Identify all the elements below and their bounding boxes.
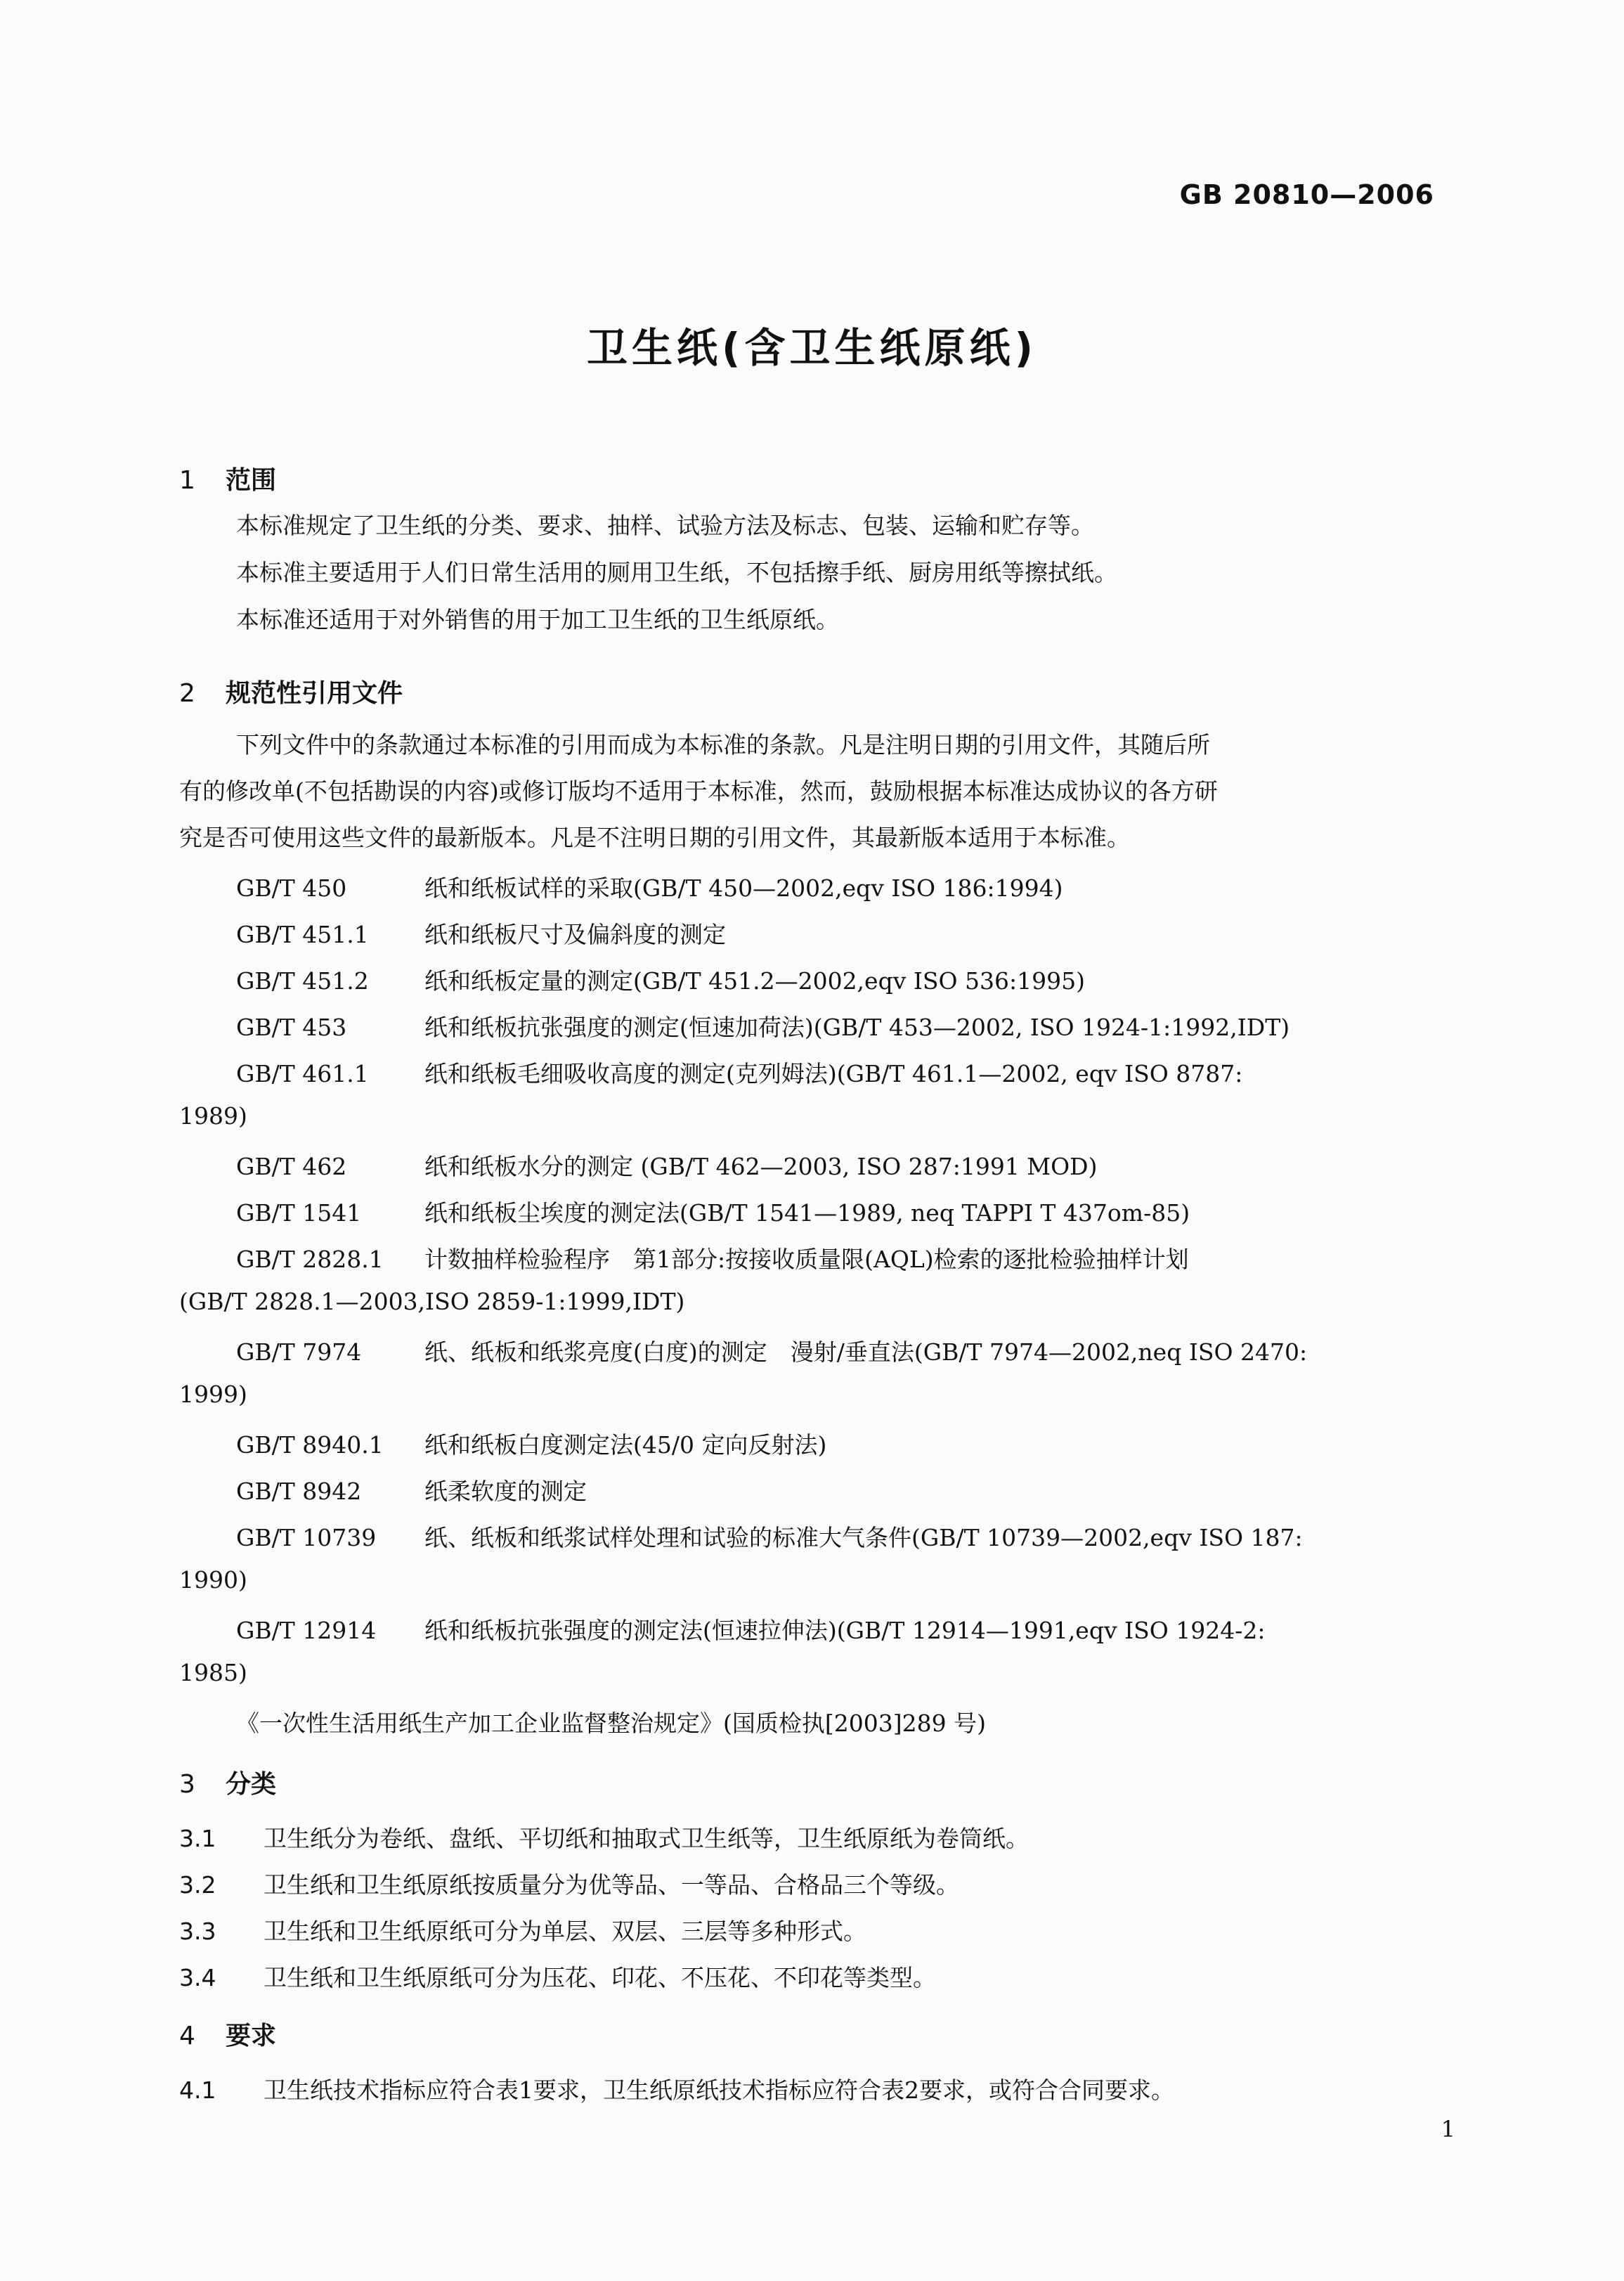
reference-code: GB/T 461.1: [236, 1060, 369, 1087]
reference-code: GB/T 462: [236, 1153, 347, 1180]
section-number: 4: [179, 2022, 195, 2050]
section-number: 3: [179, 1770, 195, 1799]
paragraph-line: 究是否可使用这些文件的最新版本。凡是不注明日期的引用文件，其最新版本适用于本标准。: [179, 824, 1130, 851]
reference-title: 纸和纸板水分的测定 (GB/T 462—2003, ISO 287:1991 MOD): [424, 1153, 1098, 1180]
reference-title: 计数抽样检验程序 第1部分:按接收质量限(AQL)检索的逐批检验抽样计划: [424, 1246, 1189, 1273]
reference-continuation: 1990): [179, 1566, 247, 1594]
clause: [179, 1821, 1029, 1854]
section-title: 分类: [226, 1770, 277, 1799]
clause: [179, 1960, 936, 1993]
reference-continuation: 1985): [179, 1659, 247, 1686]
reference-code: GB/T 8940.1: [236, 1431, 384, 1459]
reference-code: GB/T 451.1: [236, 921, 369, 948]
reference-title: 纸和纸板定量的测定(GB/T 451.2—2002,eqv ISO 536:1995): [424, 967, 1085, 995]
reference-continuation: 1989): [179, 1102, 247, 1130]
reference-title: 纸和纸板抗张强度的测定(恒速加荷法)(GB/T 453—2002, ISO 1924-1:1992,IDT): [424, 1014, 1290, 1041]
section-2-heading: [179, 673, 403, 709]
paragraph: 本标准主要适用于人们日常生活用的厕用卫生纸，不包括擦手纸、厨房用纸等擦拭纸。: [236, 559, 1117, 586]
document-title: 卫生纸(含卫生纸原纸): [586, 324, 1038, 372]
reference-item: [236, 1009, 1290, 1042]
reference-item: [236, 1241, 1189, 1274]
section-number: 2: [179, 679, 195, 708]
reference-title: 纸和纸板试样的采取(GB/T 450—2002,eqv ISO 186:1994): [424, 874, 1063, 902]
paragraph: 本标准还适用于对外销售的用于加工卫生纸的卫生纸原纸。: [236, 606, 839, 633]
reference-code: GB/T 7974: [236, 1338, 362, 1366]
section-title: 要求: [226, 2022, 277, 2050]
section-title: 规范性引用文件: [226, 679, 403, 708]
section-3-heading: [179, 1764, 276, 1800]
reference-item: [236, 1195, 1190, 1228]
reference-code: GB/T 450: [236, 874, 347, 902]
reference-item: [236, 1427, 826, 1460]
reference-title: 纸柔软度的测定: [424, 1478, 587, 1505]
reference-code: GB/T 451.2: [236, 967, 369, 995]
clause-number: 3.2: [179, 1871, 216, 1899]
reference-item: [236, 1520, 1303, 1553]
page-number: 1: [1441, 2116, 1455, 2143]
reference-item: [236, 1149, 1097, 1182]
standard-number: GB 20810—2006: [1179, 179, 1434, 210]
reference-title: 纸、纸板和纸浆亮度(白度)的测定 漫射/垂直法(GB/T 7974—2002,neq ISO 2470:: [424, 1338, 1308, 1366]
reference-item: [236, 1613, 1266, 1646]
clause-number: 4.1: [179, 2076, 216, 2104]
paragraph-line: 下列文件中的条款通过本标准的引用而成为本标准的条款。凡是注明日期的引用文件，其随后所: [236, 731, 1210, 758]
section-title: 范围: [226, 466, 277, 495]
clause-number: 3.3: [179, 1918, 216, 1945]
reference-item: [236, 917, 726, 950]
reference-code: GB/T 12914: [236, 1617, 377, 1644]
paragraph: 本标准规定了卫生纸的分类、要求、抽样、试验方法及标志、包装、运输和贮存等。: [236, 512, 1094, 539]
reference-title: 纸和纸板抗张强度的测定法(恒速拉伸法)(GB/T 12914—1991,eqv ISO 1924-2:: [424, 1617, 1266, 1644]
section-number: 1: [179, 466, 195, 495]
clause: [179, 1867, 959, 1900]
clause: [179, 2072, 1174, 2105]
reference-code: GB/T 10739: [236, 1524, 377, 1551]
reference-item: [236, 870, 1063, 903]
reference-item: [236, 963, 1085, 996]
reference-code: GB/T 8942: [236, 1478, 362, 1505]
section-1-heading: [179, 460, 276, 496]
reference-item: [236, 1056, 1242, 1089]
reference-code: GB/T 453: [236, 1014, 347, 1041]
clause-text: 卫生纸和卫生纸原纸可分为压花、印花、不压花、不印花等类型。: [264, 1964, 936, 1991]
reference-title: 纸、纸板和纸浆试样处理和试验的标准大气条件(GB/T 10739—2002,eqv ISO 187:: [424, 1524, 1303, 1551]
reference-item: 《一次性生活用纸生产加工企业监督整治规定》(国质检执[2003]289 号): [236, 1710, 986, 1737]
clause-text: 卫生纸和卫生纸原纸可分为单层、双层、三层等多种形式。: [264, 1918, 866, 1945]
clause-text: 卫生纸分为卷纸、盘纸、平切纸和抽取式卫生纸等，卫生纸原纸为卷筒纸。: [264, 1825, 1029, 1852]
clause-number: 3.4: [179, 1964, 216, 1991]
reference-continuation: (GB/T 2828.1—2003,ISO 2859-1:1999,IDT): [179, 1288, 685, 1315]
reference-code: GB/T 1541: [236, 1199, 362, 1227]
reference-item: [236, 1334, 1307, 1367]
reference-title: 纸和纸板尘埃度的测定法(GB/T 1541—1989, neq TAPPI T 437om-85): [424, 1199, 1190, 1227]
reference-title: 纸和纸板毛细吸收高度的测定(克列姆法)(GB/T 461.1—2002, eqv ISO 8787:: [424, 1060, 1243, 1087]
clause-number: 3.1: [179, 1825, 216, 1852]
clause-text: 卫生纸和卫生纸原纸按质量分为优等品、一等品、合格品三个等级。: [264, 1871, 959, 1899]
clause: [179, 1913, 866, 1946]
clause-text: 卫生纸技术指标应符合表1要求，卫生纸原纸技术指标应符合表2要求，或符合合同要求。: [264, 2076, 1174, 2104]
reference-code: GB/T 2828.1: [236, 1246, 384, 1273]
paragraph-line: 有的修改单(不包括勘误的内容)或修订版均不适用于本标准，然而，鼓励根据本标准达成协议的各方研: [179, 777, 1218, 805]
reference-continuation: 1999): [179, 1381, 247, 1408]
reference-title: 纸和纸板尺寸及偏斜度的测定: [424, 921, 726, 948]
reference-item: [236, 1473, 587, 1506]
section-4-heading: [179, 2016, 276, 2052]
reference-title: 纸和纸板白度测定法(45/0 定向反射法): [424, 1431, 827, 1459]
